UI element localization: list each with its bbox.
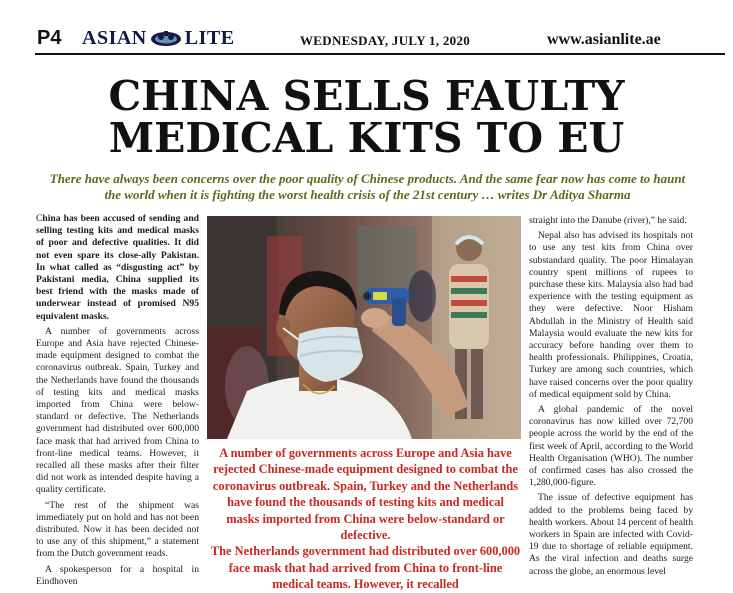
body-paragraph: A global pandemic of the novel coronavirus has now killed over 72,700 people across the world by the end of the first week of April, according to the World Health Organisation (WHO). The number of confirmed cases has also crossed the 1,280,000-figure. — [529, 404, 693, 489]
lead-paragraph — [36, 213, 199, 323]
article-photo — [207, 216, 521, 439]
logo-word-lite: LITE — [184, 26, 235, 49]
body-paragraph: straight into the Danube (river),” he said. — [529, 215, 687, 226]
article-standfirst: There have always been concerns over the poor quality of Chinese products. And the same fear now has come to haunt the world when it is fighting the worst health crisis of the 21st century … writes Dr Aditya Sharma — [49, 171, 686, 202]
caption-paragraph-2: The Netherlands government had distributed over 600,000 face mask that had arrived from China to front-line medical teams. However, it recalled — [210, 544, 521, 592]
body-paragraph: “The rest of the shipment was immediately put on hold and has not been distributed. Now it has been decided not to use any of this shipment,” a statement from the Dutch government reads. — [36, 499, 199, 560]
right-column — [529, 215, 693, 581]
article-headline — [35, 72, 698, 162]
page-number: P4 — [37, 27, 62, 49]
lion-emblem-icon — [149, 29, 183, 47]
body-paragraph: Nepal also has advised its hospitals not to use any test kits from China over substandard quality. The poor Himalayan country spent millions of rupees to purchase these kits. Malaysia also had bad experience with the testing equipment as they were defective. Noor Hisham Abdullah in the Ministry of Health said Malaysia would evaluate the new kits for accuracy before handing over them to health professionals. Philippines, Croatia, Turkey are among such countries, which have raised concerns over the poor quality of medical equipment sold by China. — [529, 230, 693, 400]
issue-date: WEDNESDAY, JULY 1, 2020 — [300, 33, 471, 48]
left-column — [36, 213, 199, 591]
logo-word-asian: ASIAN — [82, 26, 147, 49]
body-paragraph: A number of governments across Europe and Asia have rejected Chinese-made equipment designed to combat the coronavirus outbreak. Spain, Turkey and the Netherlands have found the thousands of testing kits and medical masks imported from China were below-standard or defective. The Netherlands government had distributed over 600,000 face mask that had arrived from China to front-line medical teams. However, it recalled all these masks after their filter did not work as intended despite having a quality certificate. — [36, 325, 199, 496]
headline-line-1: CHINA SELLS FAULTY — [108, 72, 625, 120]
headline-line-2: MEDICAL KITS TO EU — [108, 114, 625, 162]
body-paragraph: A spokesperson for a hospital in Eindhoven — [36, 563, 199, 587]
newspaper-logo — [82, 27, 235, 49]
temperature-check-photo — [207, 216, 521, 439]
caption-paragraph-1: A number of governments across Europe and Asia have rejected Chinese-made equipment designed to combat the coronavirus outbreak. Spain, Turkey and the Netherlands have found the thousands of testing kits and medical masks imported from China were below-standard or defective. — [212, 446, 519, 543]
lead-text: hina has been accused of sending and selling testing kits and medical masks of poor and defective qualities. It did not even spare its close-ally Pakistan. In what called as “disgusting act” by Pakistani media, China supplied its best friend with the masks made of underwear instead of promised N95 equivalent masks. — [36, 213, 199, 322]
photo-caption — [210, 445, 521, 593]
drop-cap: C — [36, 213, 43, 224]
masthead-divider — [35, 53, 725, 55]
website-url[interactable]: www.asianlite.ae — [547, 31, 661, 48]
body-paragraph: The issue of defective equipment has added to the problems being faced by health workers. About 14 percent of health workers in Spain are infected with Covid-19 due to shortage of reliable equipment. As the viral infection and deaths surge across the globe, an enormous level — [529, 492, 693, 577]
